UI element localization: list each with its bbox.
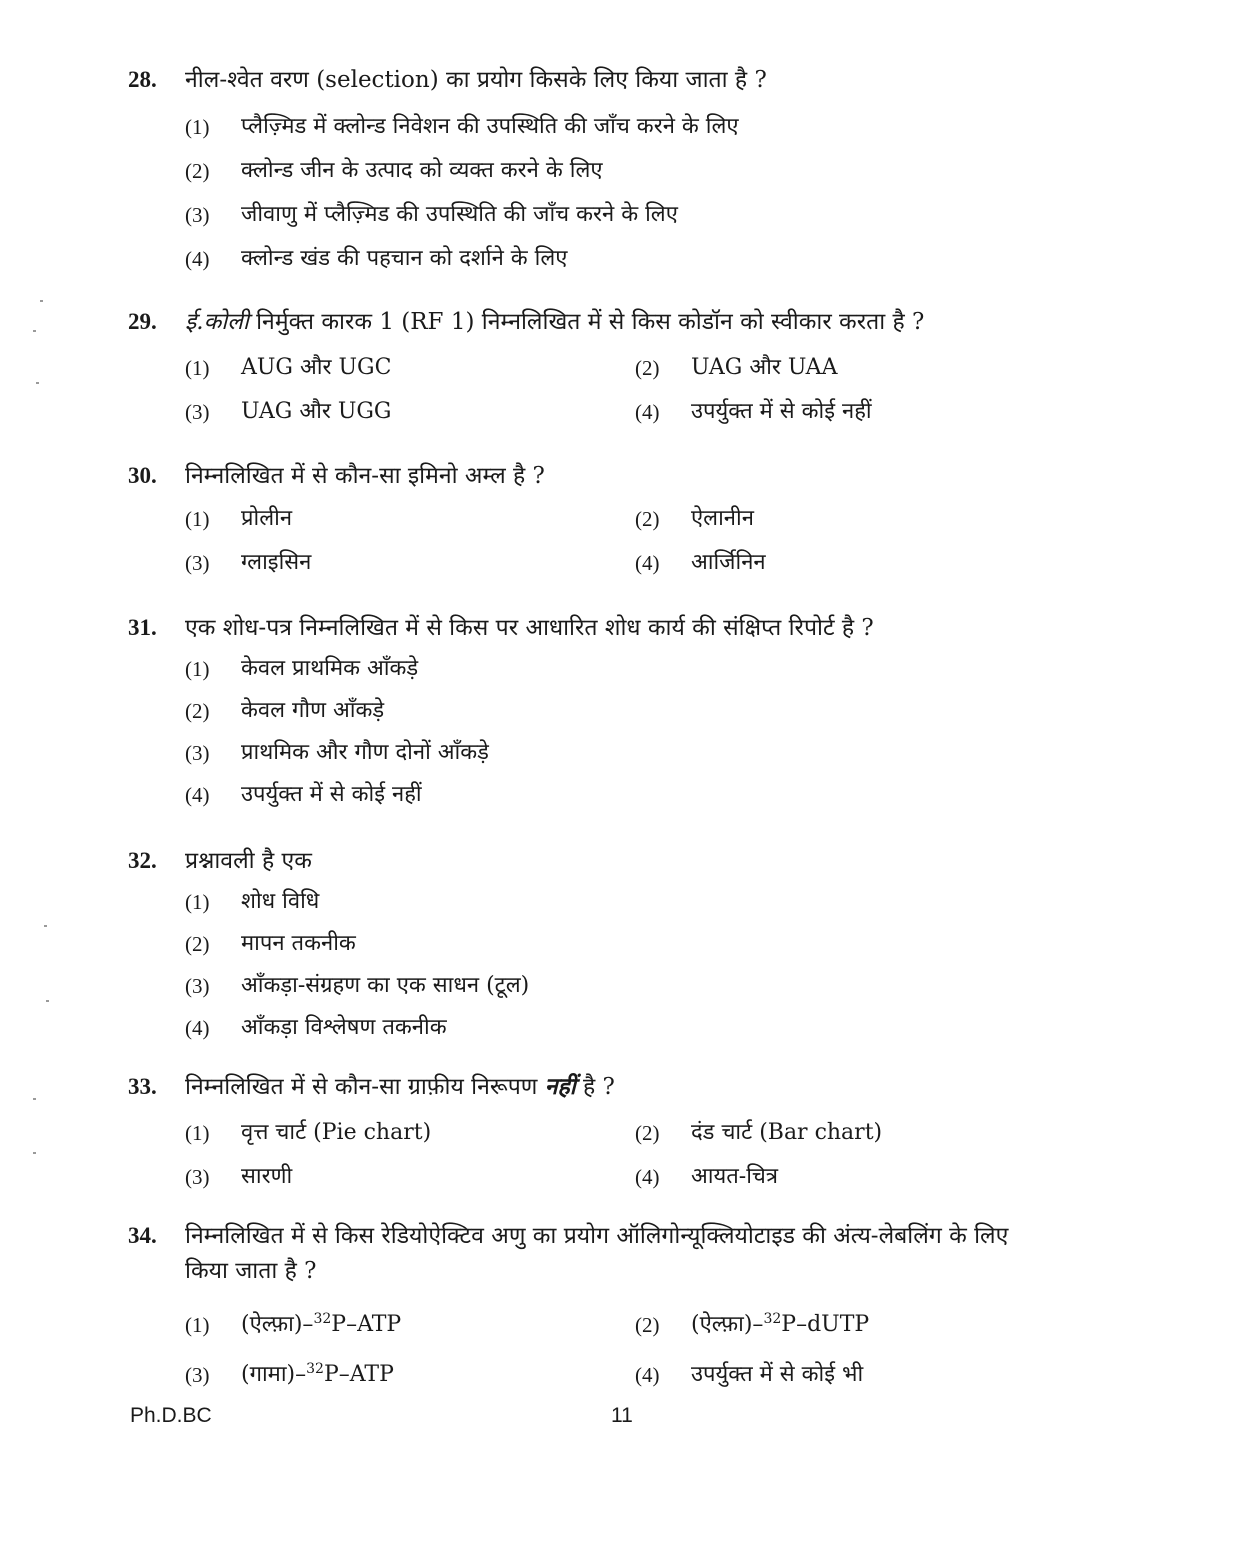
question-number: 28.: [128, 67, 157, 92]
paper-code: Ph.D.BC: [130, 1404, 212, 1427]
option-suffix: P–dUTP: [781, 1312, 870, 1337]
question-text: [185, 1067, 1128, 1107]
option-number: (4): [635, 1165, 660, 1189]
page-number: 11: [611, 1404, 633, 1427]
option-number: (1): [185, 115, 210, 139]
option-3: [128, 193, 1128, 237]
option-row: [128, 1155, 1128, 1199]
question-number: 30.: [128, 463, 157, 488]
question-number: 31.: [128, 615, 157, 640]
option-prefix: (गामा)–: [241, 1362, 307, 1387]
option-text: प्रोलीन: [241, 506, 293, 531]
option-text: ऐलानीन: [691, 506, 754, 531]
option-text: आर्जिनिन: [691, 550, 766, 575]
option-number: (1): [185, 356, 210, 380]
option-4: [128, 774, 1128, 816]
option-number: (4): [635, 551, 660, 575]
option-number: (1): [185, 507, 210, 531]
option-number: (4): [635, 1363, 660, 1387]
option-row: [128, 1300, 1128, 1350]
option-number: (3): [185, 1165, 210, 1189]
option-text: [241, 1300, 401, 1350]
option-number: (2): [635, 1313, 660, 1337]
option-number: (3): [185, 741, 210, 765]
isotope-mass: 32: [763, 1311, 782, 1327]
scan-speck: [36, 382, 39, 384]
option-2: [128, 690, 1128, 732]
option-number: (2): [185, 932, 210, 956]
option-number: (4): [185, 783, 210, 807]
scan-speck: [33, 330, 36, 332]
option-number: (3): [185, 400, 210, 424]
option-text: सारणी: [241, 1164, 293, 1189]
option-3: [128, 965, 1128, 1007]
question-number: 32.: [128, 848, 157, 873]
option-text: क्लोन्ड खंड की पहचान को दर्शाने के लिए: [241, 246, 568, 271]
scan-speck: [44, 925, 47, 927]
option-text: आँकड़ा-संग्रहण का एक साधन (टूल): [241, 973, 530, 998]
option-4: [128, 237, 1128, 281]
option-text: [241, 1350, 394, 1400]
option-suffix: P–ATP: [323, 1362, 394, 1387]
option-text: प्राथमिक और गौण दोनों आँकड़े: [241, 740, 489, 765]
option-text: आँकड़ा विश्लेषण तकनीक: [241, 1015, 447, 1040]
option-text: केवल गौण आँकड़े: [241, 698, 385, 723]
question-text-line2: किया जाता है ?: [185, 1258, 317, 1284]
option-text: AUG और UGC: [241, 355, 392, 380]
question-number: 29.: [128, 309, 157, 334]
question-text-rest: निर्मुक्त कारक 1 (RF 1) निम्नलिखित में से किस कोडॉन को स्वीकार करता है ?: [248, 309, 925, 335]
option-3: [128, 732, 1128, 774]
option-text: प्लैज़्मिड में क्लोन्ड निवेशन की उपस्थिति की जाँच करने के लिए: [241, 114, 739, 139]
option-number: (2): [635, 507, 660, 531]
option-number: (3): [185, 551, 210, 575]
option-number: (2): [635, 356, 660, 380]
option-suffix: P–ATP: [331, 1312, 402, 1337]
question-text: निम्नलिखित में से कौन-सा इमिनो अम्ल है ?: [185, 463, 545, 489]
organism-name: ई.कोली: [185, 309, 249, 335]
option-1: [128, 648, 1128, 690]
option-text: शोध विधि: [241, 889, 320, 914]
question-text: निम्नलिखित में से किस रेडियोऐक्टिव अणु का प्रयोग ऑलिगोन्यूक्लियोटाइड की अंत्य-लेबलिंग के लिए: [185, 1223, 1009, 1249]
option-text: उपर्युक्त में से कोई नहीं: [241, 782, 422, 807]
question-32: [128, 841, 1128, 1049]
question-29: [128, 302, 1128, 434]
option-text: [691, 1300, 869, 1350]
question-text: [185, 302, 1128, 342]
option-text: ग्लाइसिन: [241, 550, 312, 575]
scan-speck: [46, 1000, 49, 1002]
option-number: (4): [185, 1016, 210, 1040]
question-30: [128, 456, 1128, 585]
option-row: [128, 1111, 1128, 1155]
question-28: [128, 60, 1128, 281]
option-row: [128, 497, 1128, 541]
option-text: मापन तकनीक: [241, 931, 356, 956]
option-number: (1): [185, 890, 210, 914]
option-text: वृत्त चार्ट (Pie chart): [241, 1120, 432, 1145]
option-number: (4): [185, 247, 210, 271]
scan-speck: [33, 1098, 36, 1100]
isotope-mass: 32: [306, 1361, 324, 1377]
option-number: (2): [185, 699, 210, 723]
option-text: दंड चार्ट (Bar chart): [691, 1120, 883, 1145]
option-number: (3): [185, 1363, 210, 1387]
emphasis-not: नहीं: [544, 1073, 576, 1100]
option-2: [128, 923, 1128, 965]
option-text: आयत-चित्र: [691, 1164, 779, 1189]
option-text: UAG और UAA: [691, 355, 838, 380]
option-text: उपर्युक्त में से कोई नहीं: [691, 399, 872, 424]
option-number: (4): [635, 400, 660, 424]
question-text-start: निम्नलिखित में से कौन-सा ग्राफ़ीय निरूपण: [185, 1074, 545, 1100]
option-number: (1): [185, 1121, 210, 1145]
isotope-mass: 32: [313, 1311, 332, 1327]
question-text-end: है ?: [575, 1074, 615, 1100]
option-1: [128, 105, 1128, 149]
scan-speck: [33, 1152, 36, 1154]
option-text: केवल प्राथमिक आँकड़े: [241, 656, 419, 681]
option-text: जीवाणु में प्लैज़्मिड की उपस्थिति की जाँच करने के लिए: [241, 202, 678, 227]
question-text: नील-श्वेत वरण (selection) का प्रयोग किसके लिए किया जाता है ?: [185, 67, 767, 93]
option-text: क्लोन्ड जीन के उत्पाद को व्यक्त करने के लिए: [241, 158, 603, 183]
question-text: एक शोध-पत्र निम्नलिखित में से किस पर आधारित शोध कार्य की संक्षिप्त रिपोर्ट है ?: [185, 615, 874, 641]
option-number: (2): [185, 159, 210, 183]
question-text: प्रश्नावली है एक: [185, 848, 312, 874]
option-4: [128, 1007, 1128, 1049]
question-number: 33.: [128, 1074, 157, 1099]
option-number: (3): [185, 203, 210, 227]
option-number: (2): [635, 1121, 660, 1145]
option-row: [128, 390, 1128, 434]
option-prefix: (ऐल्फ़ा)–: [241, 1312, 314, 1337]
question-33: [128, 1067, 1128, 1199]
option-1: [128, 881, 1128, 923]
option-number: (1): [185, 1313, 210, 1337]
option-prefix: (ऐल्फ़ा)–: [691, 1312, 764, 1337]
option-number: (1): [185, 657, 210, 681]
option-row: [128, 541, 1128, 585]
question-31: [128, 608, 1128, 816]
question-number: 34.: [128, 1223, 157, 1248]
option-text: उपर्युक्त में से कोई भी: [691, 1362, 864, 1387]
option-text: UAG और UGG: [241, 399, 392, 424]
option-row: [128, 346, 1128, 390]
question-34: [128, 1216, 1128, 1400]
option-row: [128, 1350, 1128, 1400]
option-number: (3): [185, 974, 210, 998]
scan-speck: [40, 300, 43, 302]
option-2: [128, 149, 1128, 193]
